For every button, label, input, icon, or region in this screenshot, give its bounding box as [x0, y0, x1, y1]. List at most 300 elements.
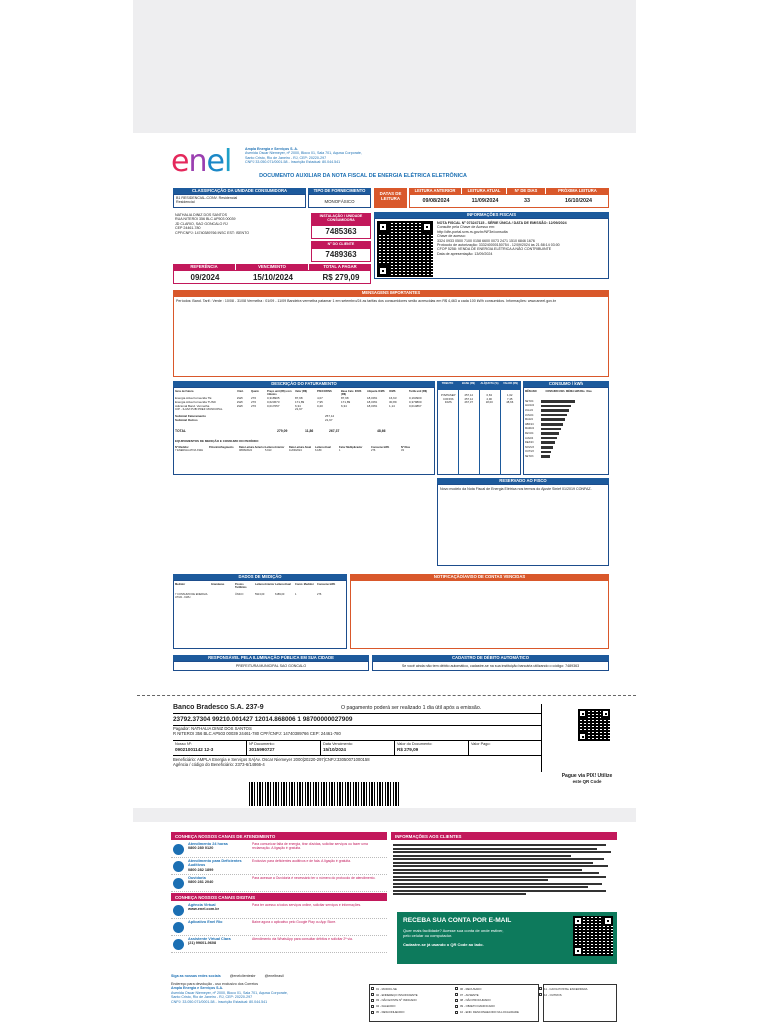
invoice-column-header: Unid. [237, 390, 244, 393]
digital-channel-title: Agência Virtual [188, 903, 216, 907]
return-code-label: 07 - AUSENTE [460, 992, 479, 997]
right-margin [636, 0, 768, 1024]
reserved-header: RESERVADO AO FISCO [437, 478, 609, 484]
meter-cell: 276 [371, 448, 376, 452]
install-value-box [311, 225, 371, 239]
consumption-bar [541, 446, 553, 449]
autodebit-box [372, 661, 609, 671]
invoice-column-header: Itens de Fatura [175, 390, 194, 393]
consumption-column-header: CONSUMO kWh [545, 390, 565, 393]
consumption-bar [541, 414, 567, 417]
measure-box [173, 580, 347, 649]
invoice-column-header: Tarifa unit (R$) [409, 390, 428, 393]
channel-value: 0800 282 1899 [188, 867, 214, 872]
invoice-rows [175, 397, 433, 412]
meter-cell: 33 [401, 448, 404, 452]
invoice-cell: 0,193900 [409, 396, 422, 400]
return-code-checkbox[interactable] [371, 1005, 374, 1008]
invoice-cell: 1,14 [389, 403, 395, 408]
channel-icon [173, 878, 184, 889]
enel-logo: enel [171, 144, 232, 179]
channels-header-label: CONHEÇA NOSSOS CANAIS DE ATENDIMENTO [175, 833, 276, 839]
consumption-row [525, 454, 607, 459]
invoice-cell [389, 408, 409, 412]
consumption-bar [541, 423, 563, 426]
bank-header-row [173, 704, 541, 714]
company-address-1: Avenida Oscar Niemeyer, nº 2000, Bloco 01, Sala 701, Aquwa Corporate, [245, 151, 362, 156]
bank-agency: Agência / código do Beneficiário: 2373-6/14866-4 [173, 762, 265, 767]
company-name: Ampla Energia e Serviços S. A. [245, 147, 298, 151]
consumption-bar [541, 441, 555, 444]
autodebit-text: Se você ainda não tem débito automático, cadastre-se na sua instituição bancária utilizando o código: 7489363 [401, 664, 580, 668]
notices-text: Períodos: Band. Tarif.: Verde : 10/08 - 31/08 Vermelha : 01/09 - 11/09 Bandeira vermelha patamar 1 em setembro/24 as tarifas dos consumidores serão acrescidas em R$ 4,463 a cada 100 kWh consumidos. Informações: www.aneel.gov.br [176, 299, 556, 303]
consumption-bar [541, 418, 565, 421]
invoice-cell: 16,63 [389, 396, 397, 400]
pix-text-1: Pague via PIX! Utilize [561, 773, 613, 779]
subtotal-other-value: 21,97 [325, 417, 333, 422]
tax-cell: 257,12 [464, 393, 474, 397]
digital-channel-title-block [188, 903, 248, 918]
autodebit-header: CADASTRO DE DÉBITO AUTOMÁTICO [372, 655, 609, 661]
consumption-bar [541, 400, 575, 403]
return-code-checkbox[interactable] [539, 987, 542, 990]
bank-cell [247, 741, 321, 755]
measure-cell: 7 CONSUMO DE ENERGIA ATIVA - KWH [175, 593, 208, 599]
digital-channel-title-block [188, 937, 248, 952]
return-code-checkbox[interactable] [539, 993, 542, 996]
measure-cell: 5913,00 [255, 593, 265, 596]
meter-column-header: Data Leitura Anterior [239, 445, 265, 449]
measure-column-header: Medidor [175, 583, 186, 586]
bank-beneficiary: Beneficiário: AMPLA Energia e Serviços SA|Av. Oscar Niemeyer 2000|20220-297|CNPJ:33050071000158 [173, 757, 370, 762]
measure-cell: 1 [295, 593, 297, 596]
channel-title: Atendimento para Deficientes Auditivos [188, 859, 242, 868]
notices-box [173, 296, 609, 377]
supply-type-value: MONOFÁSICO [324, 199, 355, 204]
measure-column-header: Consumo kWh [317, 583, 336, 586]
digital-channel-value: www.enel.com.br [188, 907, 220, 912]
return-company: Ampla Energia e Serviços S.A. [171, 986, 224, 991]
return-code-checkbox[interactable] [371, 1011, 374, 1014]
client-value: 7489363 [325, 250, 357, 259]
email-promo[interactable] [397, 912, 617, 964]
return-code-label: 09 - OBJETO DANIFICADO [460, 1004, 495, 1009]
consumption-bar [541, 455, 550, 458]
invoice-cell [237, 408, 251, 412]
invoice-cell: Energia Ativa Fornecida TE [175, 396, 212, 400]
bank-cell [469, 741, 541, 755]
invoice-table [175, 390, 433, 452]
invoice-row [175, 408, 433, 412]
invoice-cell: 0,623673 [267, 399, 280, 404]
invoice-back-page [137, 822, 636, 1024]
meter-cell: 1 [339, 448, 341, 452]
invoice-cell: CIP - ILUM PUB PREF MUNICIPAL [175, 407, 223, 412]
company-info [245, 147, 385, 165]
classification-box [173, 194, 306, 208]
social-label: Siga as nossas redes sociais [171, 974, 221, 978]
digital-channel-title: Aplicativo Enel Rio [188, 920, 223, 924]
digital-channel-item [171, 920, 387, 936]
invoice-cell: 0,014867 [409, 403, 422, 408]
invoice-cell: 276 [251, 396, 257, 400]
consumption-bar [541, 409, 569, 412]
meter-column-header: P.Horário/Segmento [209, 445, 234, 449]
meter-row [175, 449, 433, 452]
invoice-total-row [175, 429, 433, 433]
fiscal-line-4: Chave de acesso: [437, 234, 466, 239]
meter-header: EQUIPAMENTOS DE MEDIÇÃO E CONSUMO DO PERÍODO [175, 438, 259, 443]
invoice-cell: 18,00% [367, 399, 378, 404]
return-label: Endereço para devolução - uso exclusivo dos Correios [171, 982, 259, 986]
reading-curr-value: 11/09/2024 [471, 198, 499, 204]
tax-cell: 267,37 [464, 400, 474, 405]
invoice-column-header: PIS/COFINS [317, 390, 332, 393]
channel-icon [173, 861, 184, 872]
digital-header-label: CONHEÇA NOSSOS CANAIS DIGITAIS [175, 894, 256, 900]
invoice-column-header: Valor (R$) [295, 390, 308, 393]
due-header: VENCIMENTO [236, 264, 308, 270]
invoice-cell: 6,34 [295, 403, 301, 408]
cut-line [137, 695, 636, 696]
client-label-box [311, 241, 371, 248]
fiscal-details [437, 221, 607, 256]
meter-column-header: Fator Multiplicador [339, 445, 363, 449]
lighting-header: RESPONSÁVEL PELA ILUMINAÇÃO PÚBLICA EM SUA CIDADE [173, 655, 369, 661]
consumption-month: SET/24 [525, 399, 534, 403]
channel-title-block [188, 859, 248, 874]
invoice-cell: 7,95 [317, 399, 323, 404]
digital-channel-text: Atendimento via WhatsApp para consultar débitos e solicitar 2ª via. [252, 937, 353, 941]
customer-name: NATHALIA DINIZ DOS SANTOS [175, 213, 227, 217]
bank-cell-label: Valor do Documento: [397, 742, 433, 746]
bank-cells [173, 740, 541, 756]
channel-icon [173, 844, 184, 855]
bank-cell [395, 741, 469, 755]
ref-header: REFERÊNCIA [173, 264, 235, 270]
tax-cell: 2,90 [486, 396, 492, 401]
invoice-cell: 0,20 [317, 403, 323, 408]
tax-cell: 0,63 [486, 393, 492, 397]
fiscal-line-2: Consulte pela Chave de Acesso em: [437, 225, 495, 230]
measure-columns [175, 583, 345, 589]
reading-curr-header: LEITURA ATUAL [462, 188, 506, 194]
return-code-label: 08 - NÃO PROCURADO [460, 998, 491, 1003]
taxes-divider-1 [458, 390, 459, 475]
taxes-divider-2 [479, 390, 480, 475]
fiscal-line-6: Protocolo de autorização: 333240000150754 - 12/09/2024 às 21:58:14 03:00 [437, 243, 560, 248]
meter-cell: 11/09/2024 [289, 448, 302, 452]
tax-column-header: VALOR (R$) [503, 382, 518, 385]
return-code [455, 1009, 539, 1015]
invoice-column-header: ICMS [389, 390, 396, 393]
left-margin [0, 0, 133, 1024]
social-handle[interactable]: @enelclientesbr [229, 974, 256, 978]
consumption-columns [525, 390, 607, 393]
reserved-box [437, 484, 609, 566]
consumption-header: CONSUMO / kWh [523, 381, 609, 387]
notices-header: MENSAGENS IMPORTANTES [173, 290, 609, 296]
channel-text: Para comunicar falta de energia, tirar dúvidas, solicitar serviços ou fazer uma reclamação. A ligação é gratuita. [252, 842, 368, 850]
consumption-bar [541, 405, 571, 408]
invoice-cell: 171,89 [295, 399, 305, 404]
client-value-box [311, 248, 371, 262]
bank-cell-label: Data Vencimento: [323, 742, 353, 746]
return-code-label: 02 - ENDEREÇO INSUFICIENTE [376, 992, 418, 997]
return-code-checkbox[interactable] [455, 1011, 458, 1014]
invoice-cell: 21,97 [295, 407, 303, 412]
invoice-column-header: Quant. [251, 390, 260, 393]
measure-cell [211, 593, 235, 599]
consumption-column-header: MÊS/ANO [525, 390, 537, 393]
bank-cell [173, 741, 247, 755]
meter-column-header: Nº Medidor [175, 445, 189, 449]
supply-type-header: TIPO DE FORNECIMENTO [308, 188, 371, 194]
return-code-checkbox[interactable] [455, 1005, 458, 1008]
return-code [371, 1009, 455, 1015]
reading-values-box [409, 194, 609, 208]
measure-cell: 6189,00 [275, 593, 285, 596]
tax-column-header: TRIBUTO [441, 382, 454, 385]
fiscal-line-5: 3324 0933 0500 7100 0158 6600 0073 2471 1510 6846 1676 [437, 238, 535, 243]
tax-cell: 7,45 [507, 396, 513, 401]
invoice-cell [317, 408, 341, 412]
pix-text-2: este QR Code [572, 779, 602, 784]
invoice-cell: 171,89 [341, 399, 351, 404]
channel-item [171, 842, 387, 858]
invoice-cell [341, 408, 367, 412]
digital-channel-icon [173, 905, 184, 916]
measure-row [175, 593, 345, 599]
tax-cell: PIS/PASEP [441, 393, 456, 397]
channel-item [171, 876, 387, 892]
tax-column-header: BASE (R$) [462, 382, 475, 385]
bank-name: Banco Bradesco S.A. 237-9 [173, 704, 264, 711]
invoice-cell [251, 408, 267, 412]
channel-value: 0800 280 0120 [188, 846, 214, 851]
channels-list [171, 842, 387, 893]
consumption-month: NOV/23 [525, 445, 534, 449]
bank-notice: O pagamento poderá ser realizado 1 dia útil após a emissão. [341, 705, 482, 711]
overdue-box [350, 580, 609, 649]
consumption-bar [541, 432, 559, 435]
return-code-label: 06 - RECUSADO [460, 986, 482, 991]
customer-address-2: JD CLARIO, SAO GONCALO RJ [175, 221, 228, 226]
tax-cell: 18,00 [485, 400, 493, 405]
postal-stamp-box [543, 984, 617, 1022]
reading-days-value: 33 [524, 198, 530, 204]
return-code-checkbox[interactable] [455, 987, 458, 990]
info-header-label: INFORMAÇÕES AOS CLIENTES [395, 833, 462, 839]
reading-prev-value: 09/08/2024 [422, 198, 450, 204]
company-address-3: CNPJ 33.050.071/0001-58 - Inscrição Estadual: 80.044.541 [245, 160, 341, 165]
measure-cell: ÚNICO [235, 593, 244, 596]
measure-column-header: Postos Tarifários [235, 583, 247, 589]
customer-doc: CPF/CNPJ: 14740389766 INSC EST: ISENTO [175, 230, 250, 235]
consumption-bar [541, 451, 551, 454]
tax-column-header: ALÍQUOTA (%) [480, 382, 499, 385]
reading-label: DATAS DE LEITURA [379, 191, 402, 202]
consumption-rows [525, 399, 607, 459]
measure-cell: 276 [317, 593, 322, 596]
invoice-cell: 18,00% [367, 403, 378, 408]
meter-column-header: Consumo kWh [371, 445, 390, 449]
return-address-1: Avenida Oscar Niemeyer, nº 2000, Bloco 01, Sala 701, Aquwa Corporate, [171, 990, 288, 995]
channel-title: Ouvidoria [188, 876, 206, 880]
email-title: RECEBA SUA CONTA POR E-MAIL [403, 917, 512, 924]
return-code-checkbox[interactable] [455, 999, 458, 1002]
customer-address-3: CEP 24461-780 [175, 226, 201, 231]
invoice-cell: 18,00% [367, 396, 378, 400]
fiscal-line-7: CFOP 5258: VENDA DE ENERGIA ELÉTRICA A NÃO CONTRIBUINTE [437, 247, 552, 252]
social-row [171, 974, 387, 978]
lighting-box [173, 661, 369, 671]
fiscal-line-1: NOTA FISCAL Nº 073247115 - SÉRIE ÚNICA / DATA DE EMISSÃO: 12/09/2024 [437, 221, 567, 225]
channel-value: 0800 281 2040 [188, 880, 214, 885]
invoice-cell: 4,07 [317, 396, 323, 400]
invoice-cell: 0,318905 [267, 396, 280, 400]
invoice-cell: 30,89 [389, 399, 397, 404]
total-value: R$ 279,09 [322, 273, 360, 282]
company-address-2: Santo Cristo, Rio de Janeiro - RJ, CEP: 20220-297 [245, 155, 327, 160]
consumption-month: FEV/24 [525, 431, 534, 435]
reading-next-header: PRÓXIMA LEITURA [546, 188, 609, 194]
consumption-month: DEZ/23 [525, 441, 534, 445]
return-codes [369, 984, 588, 1022]
return-code-checkbox[interactable] [371, 993, 374, 996]
bank-cell-value: R$ 279,09 [397, 746, 419, 752]
customer-address-1: RUA NITEROI 356 BLC AP503 00039 [175, 217, 236, 222]
invoice-cell: kWh [237, 403, 243, 408]
return-code-checkbox[interactable] [455, 993, 458, 996]
return-code-checkbox[interactable] [371, 999, 374, 1002]
reading-next-value: 16/10/2024 [565, 198, 592, 204]
return-code-label: 11 - CAIXA POSTAL ENCERRADA [544, 986, 588, 991]
tax-cell: COFINS [442, 396, 454, 401]
billing-values-box [173, 270, 371, 284]
pix-qr-code[interactable] [578, 709, 610, 741]
invoice-total-cell: 279,09 [277, 428, 288, 433]
email-qr-code[interactable] [573, 916, 613, 956]
bank-cell [321, 741, 395, 755]
invoice-cell: 87,98 [341, 396, 349, 400]
social-handle-2[interactable]: @enelbrasil [264, 974, 284, 978]
digital-channel-title-block [188, 920, 248, 935]
return-code-label: 04 - FALECIDO [376, 1004, 396, 1009]
consumption-month: AGO/24 [525, 404, 535, 408]
invoice-cell: 0,017057 [267, 403, 280, 408]
classification-value-2: Residencial [176, 200, 195, 205]
lighting-value: PREFEITURA MUNICIPAL SAO GONCALO [235, 664, 307, 668]
invoice-total-cell: 11,86 [305, 428, 314, 433]
bank-payer-address: R NITEROI 356 BLC AP503 00039 24461-780 CPF/CNPJ: 14740389766 CEP: 24461-780 [173, 731, 341, 736]
ref-value: 09/2024 [190, 273, 220, 282]
consumption-month: OUT/23 [525, 450, 534, 454]
due-value: 15/10/2024 [252, 273, 294, 282]
channels-header [171, 832, 387, 840]
digital-list [171, 903, 387, 954]
invoice-cell: 276 [251, 403, 257, 408]
install-label-box [311, 213, 371, 225]
channel-text: Exclusivo para deficientes auditivos e de fala. A ligação é gratuita. [252, 859, 351, 863]
return-code-label: 10 - END. DESCONHECIDO NA LOCALIDADE [460, 1010, 519, 1015]
taxes-divider-3 [500, 390, 501, 475]
consumption-month: MAR/24 [525, 427, 535, 431]
channel-title-block [188, 842, 248, 857]
invoice-column-header: Preço unit (R$) com tributos [267, 390, 292, 396]
digital-channel-value: (21) 99601-9608 [188, 941, 217, 946]
total-label: TOTAL [175, 428, 186, 433]
return-code-label: 01 - MUDOU-SE [376, 986, 397, 991]
fiscal-header: INFORMAÇÕES FISCAIS [374, 212, 609, 218]
invoice-cell [367, 408, 389, 412]
channel-text: Para acessar a Ouvidoria é necessário ter o número do protocolo de atendimento. [252, 876, 376, 880]
meter-column-header: Nº Dias [401, 445, 411, 449]
reading-days-header: Nº DE DIAS [507, 188, 545, 194]
invoice-cell [267, 408, 295, 412]
digital-channel-text: Baixe agora o aplicativo pelo Google Play ou App Store. [252, 920, 337, 924]
email-text-3: Cadastre-se já usando o QR Code ao lado. [403, 942, 484, 947]
return-code-checkbox[interactable] [371, 987, 374, 990]
taxes-columns [437, 381, 521, 390]
invoice-total-cell: 48,66 [377, 428, 386, 433]
return-code-label: 05 - DESCONHECIDO [376, 1010, 405, 1015]
fiscal-line-8: Data de apresentação: 13/09/2024 [437, 251, 493, 256]
payment-barcode [249, 782, 399, 806]
bank-cell-label: Nº Documento: [249, 742, 275, 746]
bank-cell-value: 15/10/2024 [323, 746, 346, 752]
digital-header [171, 893, 387, 901]
email-text-2: pelo celular ou computador. [403, 933, 453, 938]
meter-cell: 08/08/2024 [239, 448, 252, 452]
bank-payer: Pagador: NATHALIA DINIZ DOS SANTOS [173, 726, 252, 731]
consumption-month: JUL/24 [525, 408, 533, 412]
invoice-column-header: Base Calc. ICMS (R$) [341, 390, 362, 396]
return-code-label: 12 - OUTROS [544, 992, 562, 997]
invoice-cell: Energia Ativa Fornecida TUSD [175, 399, 216, 404]
reading-prev-header: LEITURA ANTERIOR [409, 188, 461, 194]
digital-channel-icon [173, 922, 184, 933]
invoice-cell: kWh [237, 399, 243, 404]
bank-cell-label: Nosso Nº: [175, 742, 193, 746]
consumption-month: JAN/24 [525, 436, 534, 440]
fiscal-qr-code [377, 221, 433, 277]
meter-column-header: Data Leitura Atual [289, 445, 312, 449]
meter-cell: 7 ENERGIA ATIVA KWH [175, 448, 204, 452]
reserved-text: Novo modelo da Nota Fiscal de Energia Elétrica nos termos do Ajuste Sinief 01/2019 CONFAZ. [440, 487, 592, 491]
bank-digitable-line: 23792.37304 99210.001427 12014.868006 1 98700000027909 [173, 716, 353, 723]
subtotal-other-label: Subtotal Outros [175, 417, 198, 422]
meter-column-header: Leitura Anterior [265, 445, 285, 449]
return-address-3: CNPJ: 33.050.071/0001-58 - Inscrição Estadual: 80.044.541 [171, 999, 268, 1004]
invoice-cell [409, 408, 433, 412]
channel-title-block [188, 876, 248, 891]
digital-channel-item [171, 903, 387, 919]
digital-channel-title: Assistente Virtual Clara [188, 937, 231, 941]
install-label: INSTALAÇÃO / UNIDADE CONSUMIDORA [319, 214, 363, 223]
invoice-cell: 276 [251, 399, 257, 404]
tax-cell: 1,62 [507, 393, 513, 397]
invoice-total-cell: 267,37 [329, 428, 340, 433]
meter-column-header: Leitura Atual [315, 445, 331, 449]
customer-info [175, 213, 305, 235]
bank-slip [173, 704, 571, 794]
bank-cell-label: Valor Pago: [471, 742, 491, 746]
client-label: Nº DO CLIENTE [327, 242, 355, 246]
info-text-block [393, 844, 615, 897]
classification-value-1: B1 RESIDENCIAL-CONV. Residencial [176, 196, 238, 200]
consumption-month: ABR/24 [525, 422, 534, 426]
